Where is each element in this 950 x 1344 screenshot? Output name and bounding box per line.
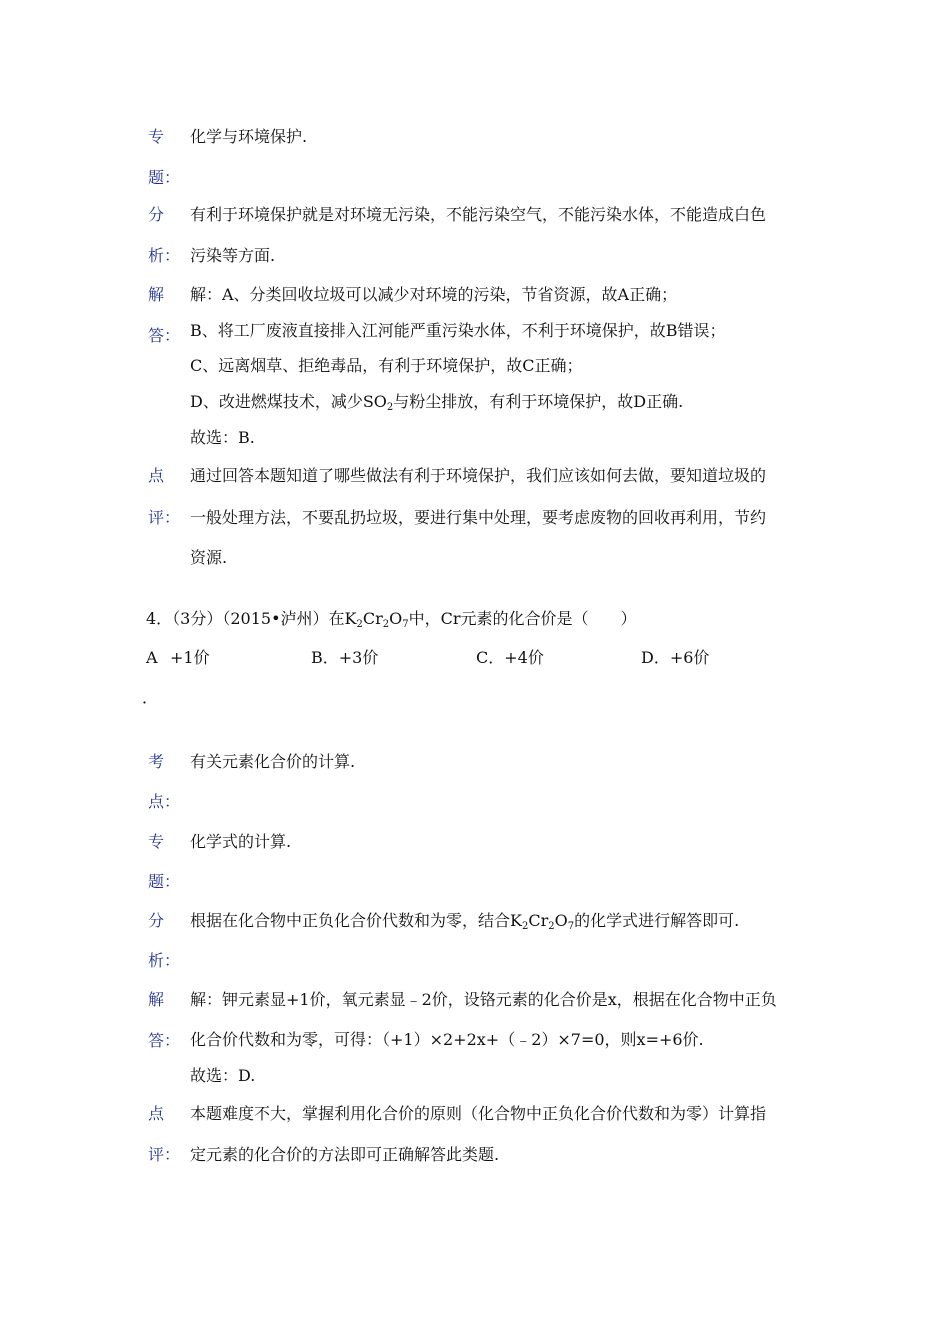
q4-stem: 4．（3分）（2015•泸州）在$K_2Cr_2O_7$中，Cr元素的化合价是（ ） bbox=[146, 609, 637, 630]
q4-jieda-label-1: 解 bbox=[148, 990, 165, 1009]
q4-jieda-label-2: 答： bbox=[148, 1031, 181, 1050]
q4-kaodian-text: 有关元素化合价的计算. bbox=[190, 752, 356, 771]
q4-kaodian-label-1: 考 bbox=[148, 752, 165, 771]
jieda-label-2: 答： bbox=[148, 326, 181, 345]
jieda-line-3: C、远离烟草、拒绝毒品，有利于环境保护，故C正确； bbox=[190, 356, 583, 375]
q4-zhuanti-label-1: 专 bbox=[148, 832, 165, 851]
zhuanti-label-1: 专 bbox=[148, 127, 165, 146]
q4-fenxi-text: 根据在化合物中正负化合价代数和为零，结合$K_2Cr_2O_7$的化学式进行解答即可. bbox=[190, 911, 740, 932]
q4-zhuanti-text: 化学式的计算. bbox=[190, 832, 292, 851]
q4-fenxi-label-1: 分 bbox=[148, 911, 165, 930]
jieda-line-2: B、将工厂废液直接排入江河能严重污染水体，不利于环境保护，故B错误； bbox=[190, 321, 726, 340]
fenxi-label-1: 分 bbox=[148, 205, 165, 224]
jieda-line-4: D、改进燃煤技术，减少$SO_2$与粉尘排放，有利于环境保护，故D正确. bbox=[190, 392, 684, 413]
dianping-line-2: 一般处理方法，不要乱扔垃圾，要进行集中处理，要考虑废物的回收再利用，节约 bbox=[190, 508, 767, 527]
dianping-line-1: 通过回答本题知道了哪些做法有利于环境保护，我们应该如何去做，要知道垃圾的 bbox=[190, 466, 767, 485]
q4-dianping-line-2: 定元素的化合价的方法即可正确解答此类题. bbox=[190, 1145, 500, 1164]
fenxi-line-1: 有利于环境保护就是对环境无污染，不能污染空气，不能污染水体，不能造成白色 bbox=[190, 205, 767, 224]
q4-option-a-text: +1价 bbox=[170, 648, 210, 667]
q4-dianping-line-1: 本题难度不大，掌握利用化合价的原则（化合物中正负化合价代数和为零）计算指 bbox=[190, 1104, 767, 1123]
zhuanti-text: 化学与环境保护. bbox=[190, 127, 308, 146]
jieda-line-1: 解：A、分类回收垃圾可以减少对环境的污染，节省资源，故A正确； bbox=[190, 285, 678, 304]
q4-option-b: B．+3价 bbox=[311, 648, 379, 667]
q4-jieda-line-2: 化合价代数和为零，可得：（+1）×2+2x+（﹣2）×7=0，则x=+6价. bbox=[190, 1030, 704, 1049]
q4-kaodian-label-2: 点： bbox=[148, 792, 181, 811]
dianping-label-1: 点 bbox=[148, 466, 165, 485]
q4-zhuanti-label-2: 题： bbox=[148, 872, 181, 891]
q4-jieda-line-3: 故选：D. bbox=[190, 1066, 256, 1085]
q4-option-dot: ． bbox=[142, 688, 159, 707]
dianping-label-2: 评： bbox=[148, 508, 181, 527]
q4-dianping-label-1: 点 bbox=[148, 1104, 165, 1123]
jieda-line-5: 故选：B. bbox=[190, 428, 255, 447]
q4-option-a-letter: A bbox=[146, 648, 158, 667]
fenxi-line-2: 污染等方面. bbox=[190, 246, 276, 265]
q4-option-c: C．+4价 bbox=[476, 648, 544, 667]
q4-option-d: D．+6价 bbox=[641, 648, 710, 667]
q4-jieda-line-1: 解：钾元素显+1价，氧元素显﹣2价，设铬元素的化合价是x，根据在化合物中正负 bbox=[190, 990, 777, 1009]
q4-fenxi-label-2: 析： bbox=[148, 951, 181, 970]
q4-dianping-label-2: 评： bbox=[148, 1145, 181, 1164]
fenxi-label-2: 析： bbox=[148, 246, 181, 265]
dianping-line-3: 资源. bbox=[190, 548, 228, 567]
jieda-label-1: 解 bbox=[148, 285, 165, 304]
zhuanti-label-2: 题： bbox=[148, 168, 181, 187]
